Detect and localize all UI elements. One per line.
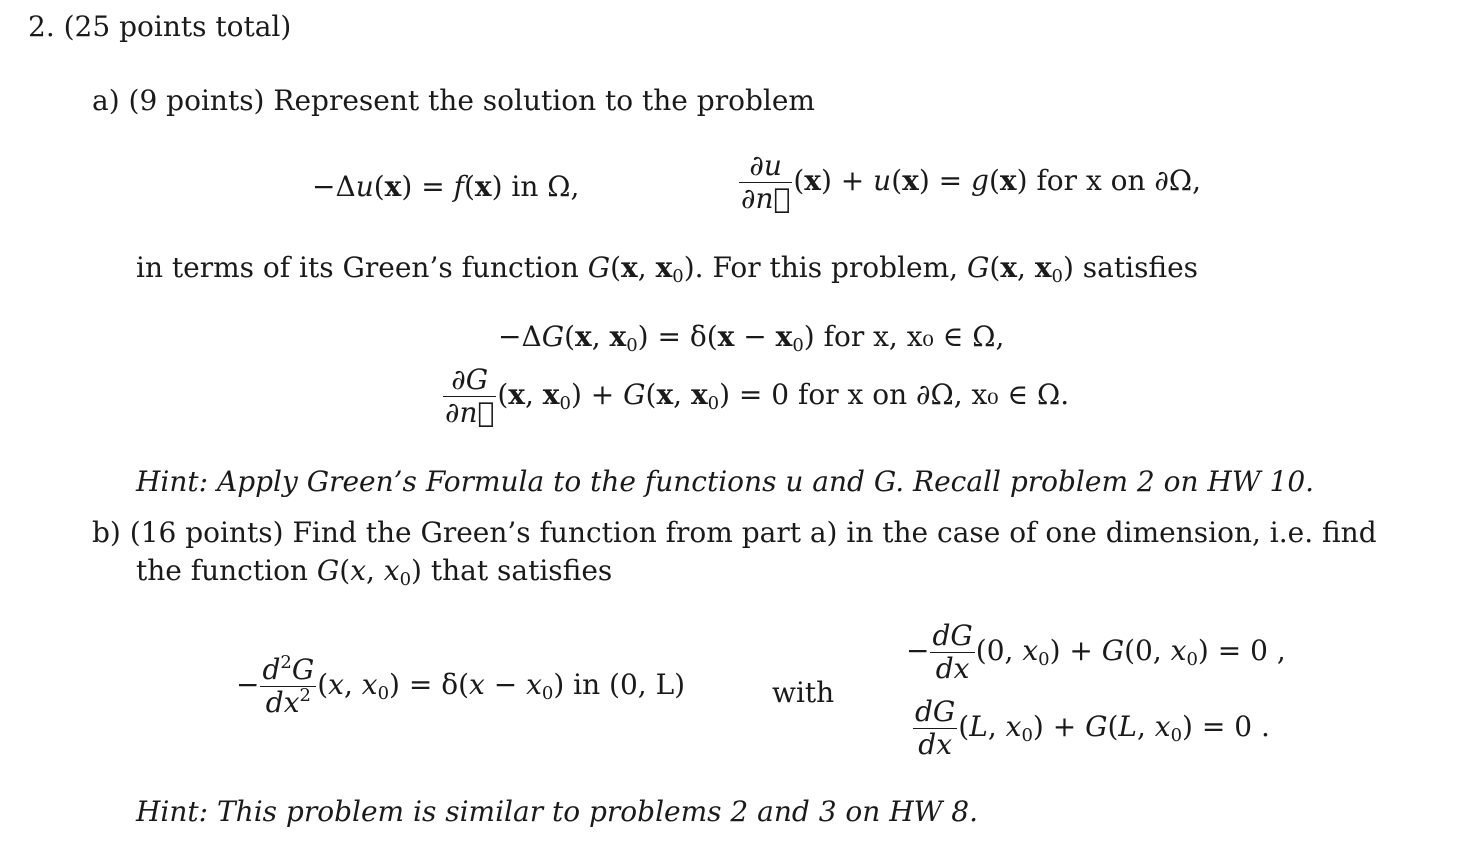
green-text-2: For this problem, xyxy=(712,251,959,284)
pde-equation: −Δu(x) = f(x) in Ω, xyxy=(312,170,580,203)
dG-dx-fraction-2: $\frac{dG}{dx}$ xyxy=(915,695,956,761)
boundary-condition-equation: $\frac{\partial u}{\partial n⃗}$ (x) + u(x) = g(x) for x on ∂Ω, xyxy=(741,149,1202,215)
dG-dn-fraction: $\frac{\partial G}{\partial n⃗}$ xyxy=(445,363,495,429)
part-a-points: (9 points) xyxy=(128,84,265,117)
part-a-hint: Hint: Apply Green’s Formula to the functions u and G. Recall problem 2 on HW 10. xyxy=(136,465,1315,498)
bc-left-equation: − $\frac{dG}{dx}$ (0, $x_0) + G(0$, $x_0) = 0$ , xyxy=(906,619,1286,685)
green-bc-tail: for x on ∂Ω, x₀ ∈ Ω. xyxy=(798,378,1070,411)
part-b-line1-text: Find the Green’s function from part a) in the case of one dimension, i.e. find xyxy=(292,516,1377,549)
problem-number: 2. xyxy=(28,10,55,43)
ode-tail: in (0, L) xyxy=(573,668,686,701)
part-b-line2-pre: the function xyxy=(136,554,308,587)
green-function-line: in terms of its Green’s function G(x, $x_0$). For this problem, G(x, $x_0$) satisfies xyxy=(136,251,1199,287)
part-b-hint: Hint: This problem is similar to problems 2 and 3 on HW 8. xyxy=(136,795,979,828)
part-a-label: a) xyxy=(92,84,120,117)
part-b-line2: the function G(x, $x_0$) that satisfies xyxy=(136,554,613,590)
ode-equation: − $\frac{d^2G}{dx^2}$ (x, $x_0) = \delta(x - x_0)$ in (0, L) xyxy=(236,652,686,719)
green-text-1: in terms of its Green’s function xyxy=(136,251,579,284)
green-bc-equation: $\frac{\partial G}{\partial n⃗}$ (x, $x_0) + G(x$, $x_0) = 0$ for x on ∂Ω, x₀ ∈ Ω. xyxy=(445,363,1070,429)
green-pde-equation: −ΔG(x, $x_0) = \delta(x - x_0)$ for x, x₀ ∈ Ω, xyxy=(498,320,1005,356)
part-b-line1 xyxy=(92,516,1377,550)
bc-domain-text: for x on ∂Ω, xyxy=(1036,164,1202,197)
part-a-intro xyxy=(92,84,815,118)
part-b-label: b) xyxy=(92,516,121,549)
du-dn-fraction: $\frac{\partial u}{\partial n⃗}$ xyxy=(741,149,791,215)
part-b-line2-post: that satisfies xyxy=(430,554,613,587)
dG-dx-fraction-1: $\frac{dG}{dx}$ xyxy=(932,619,973,685)
d2G-dx2-fraction: $\frac{d^2G}{dx^2}$ xyxy=(262,652,315,719)
green-pde-tail: for x, x₀ ∈ Ω, xyxy=(823,320,1005,353)
bc-right-equation: $\frac{dG}{dx}$ (L, $x_0) + G(L$, $x_0) = 0$ . xyxy=(915,695,1270,761)
with-word: with xyxy=(772,676,835,709)
part-b-points: (16 points) xyxy=(129,516,284,549)
green-text-3: satisfies xyxy=(1082,251,1199,284)
part-a-intro-text: Represent the solution to the problem xyxy=(273,84,815,117)
problem-points: (25 points total) xyxy=(63,10,292,43)
problem-header xyxy=(28,10,291,44)
pde-domain-text: in Ω, xyxy=(511,170,580,203)
